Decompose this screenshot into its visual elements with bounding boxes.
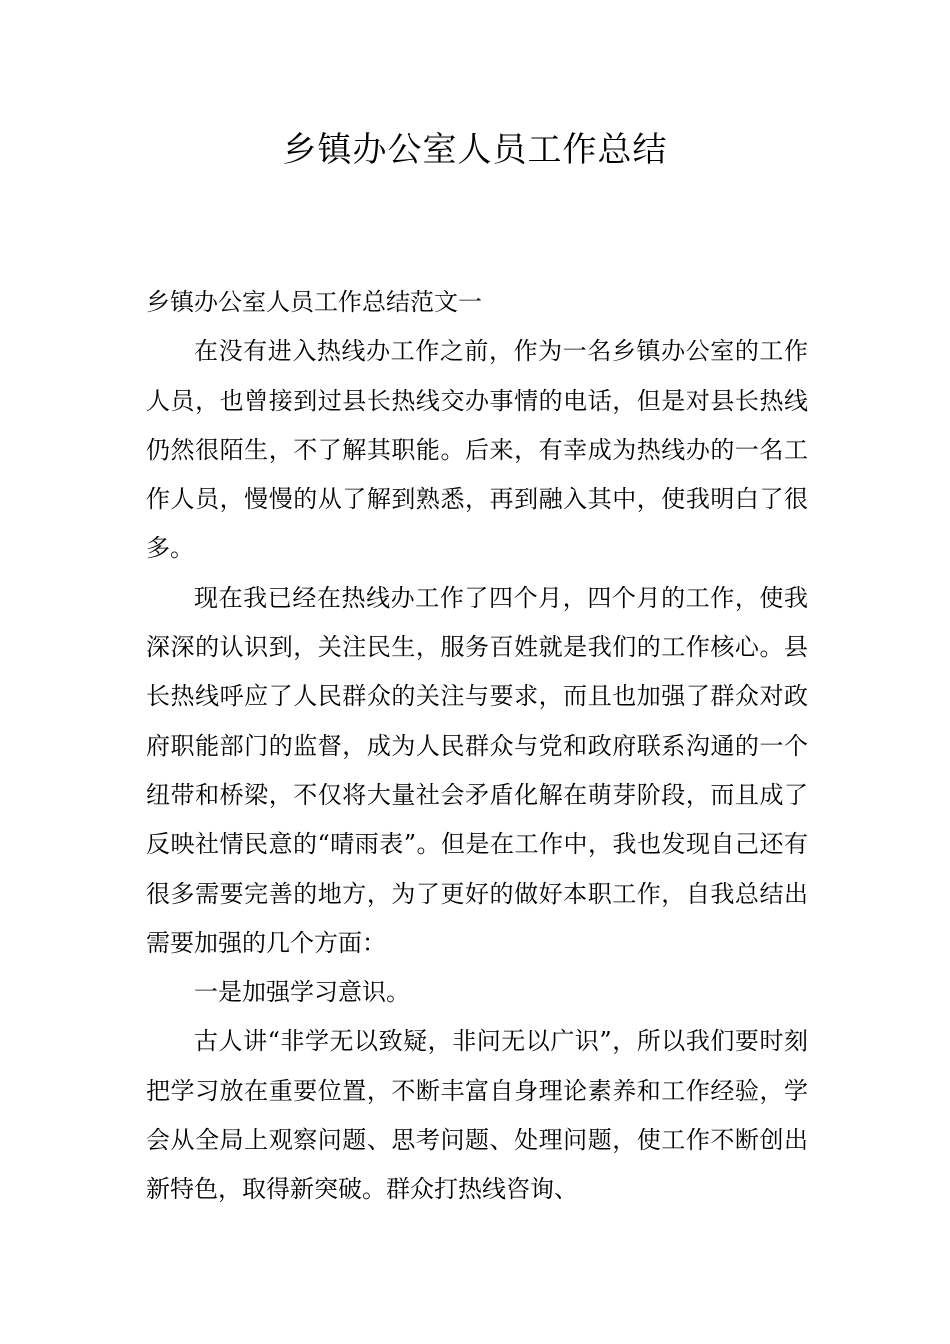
document-subtitle: 乡镇办公室人员工作总结范文一 — [146, 288, 482, 316]
paragraph-four-months: 现在我已经在热线办工作了四个月，四个月的工作，使我深深的认识到，关注民生，服务百姓就是我们的工作核心。县长热线呼应了人民群众的关注与要求，而且也加强了群众对政府职能部门的监督，成为人民群众与党和政府联系沟通的一个纽带和桥梁，不仅将大量社会矛盾化解在萌芽阶段，而且成了反映社情民意的“晴雨表”。但是在工作中，我也发现自己还有很多需要完善的地方，为了更好的做好本职工作，自我总结出需要加强的几个方面： — [146, 583, 808, 957]
paragraph-heading-learning: 一是加强学习意识。 — [194, 978, 410, 1007]
paragraph-learning: 古人讲“非学无以致疑，非问无以广识”，所以我们要时刻把学习放在重要位置，不断丰富自身理论素养和工作经验，学会从全局上观察问题、思考问题、处理问题，使工作不断创出新特色，取得新突破。群众打热线咨询、 — [146, 1027, 808, 1204]
paragraph-intro: 在没有进入热线办工作之前，作为一名乡镇办公室的工作人员，也曾接到过县长热线交办事情的电话，但是对县长热线仍然很陌生，不了解其职能。后来，有幸成为热线办的一名工作人员，慢慢的从了解到熟悉，再到融入其中，使我明白了很多。 — [146, 337, 808, 563]
document-title: 乡镇办公室人员工作总结 — [282, 130, 668, 170]
document-body — [146, 278, 808, 1215]
